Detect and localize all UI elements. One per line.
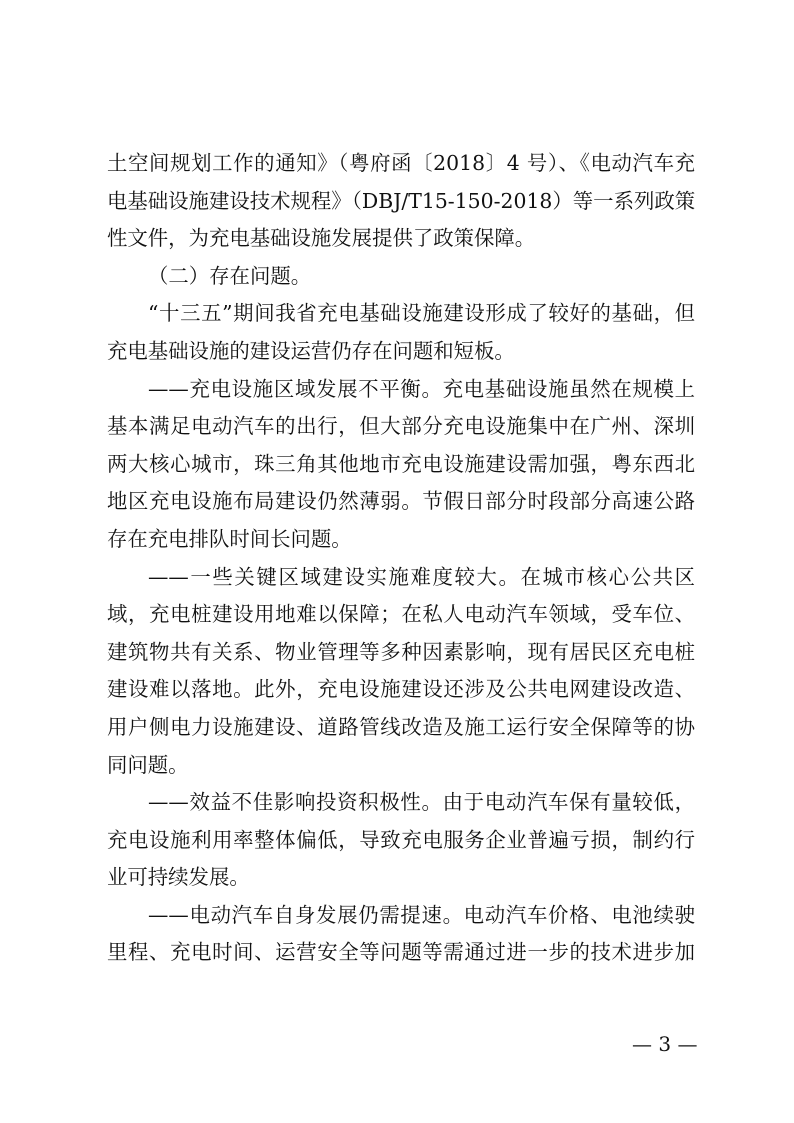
text-line-14: 建筑物共有关系、物业管理等多种因素影响，现有居民区充电桩: [107, 639, 695, 664]
text-line-21: ——电动汽车自身发展仍需提速。电动汽车价格、电池续驶: [148, 902, 695, 927]
text-line-12: ——一些关键区域建设实施难度较大。在城市核心公共区: [148, 564, 695, 589]
text-line-8: 基本满足电动汽车的出行，但大部分充电设施集中在广州、深圳: [107, 414, 695, 439]
text-line-5: “十三五”期间我省充电基础设施建设形成了较好的基础，但: [148, 301, 695, 326]
text-line-16: 用户侧电力设施建设、道路管线改造及施工运行安全保障等的协: [107, 714, 695, 739]
text-line-9: 两大核心城市，珠三角其他地市充电设施建设需加强，粤东西北: [107, 451, 695, 476]
body-text: [107, 145, 695, 972]
text-line-11: 存在充电排队时间长问题。: [107, 526, 352, 551]
text-line-6: 充电基础设施的建设运营仍存在问题和短板。: [107, 338, 515, 363]
text-line-13: 域，充电桩建设用地难以保障；在私人电动汽车领域，受车位、: [107, 602, 695, 627]
text-line-7: ——充电设施区域发展不平衡。充电基础设施虽然在规模上: [148, 376, 695, 401]
text-line-10: 地区充电设施布局建设仍然薄弱。节假日部分时段部分高速公路: [107, 489, 695, 514]
page-number: — 3 —: [632, 1032, 698, 1056]
text-line-19: 充电设施利用率整体偏低，导致充电服务企业普遍亏损，制约行: [107, 827, 695, 852]
text-line-3: 性文件，为充电基础设施发展提供了政策保障。: [107, 226, 536, 251]
text-line-15: 建设难以落地。此外，充电设施建设还涉及公共电网建设改造、: [107, 677, 695, 702]
section-heading: （二）存在问题。: [148, 263, 312, 288]
text-line-20: 业可持续发展。: [107, 865, 250, 890]
text-line-1: 土空间规划工作的通知》（粤府函〔2018〕4 号）、《电动汽车充: [107, 151, 695, 175]
text-line-17: 同问题。: [107, 752, 189, 777]
text-line-2: 电基础设施建设技术规程》（DBJ/T15-150-2018）等一系列政策: [107, 188, 695, 213]
text-line-18: ——效益不佳影响投资积极性。由于电动汽车保有量较低，: [148, 790, 695, 815]
text-line-22: 里程、充电时间、运营安全等问题等需通过进一步的技术进步加: [107, 940, 695, 965]
